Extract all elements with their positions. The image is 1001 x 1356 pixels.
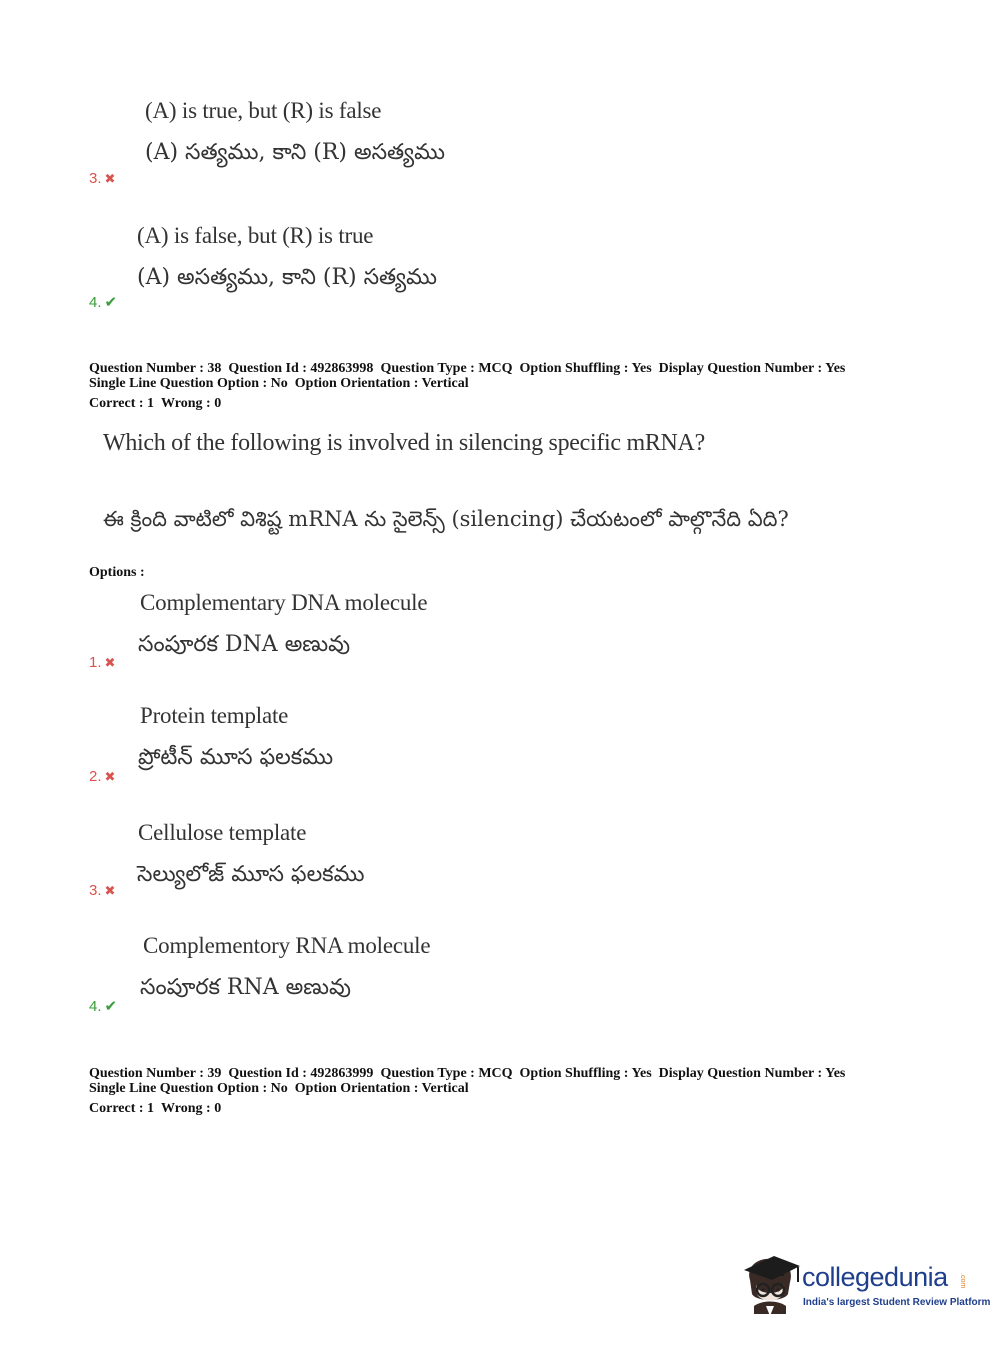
prev-option-4-marker xyxy=(89,293,117,311)
wrong-icon: ✖ xyxy=(104,655,116,670)
q38-option-1-marker xyxy=(89,654,115,671)
q38-option-2-marker xyxy=(89,768,115,785)
option-number: 4. xyxy=(89,998,102,1015)
q38-option-4-telugu: సంపూరక RNA అణువు xyxy=(140,975,351,1000)
wrong-icon: ✖ xyxy=(104,769,116,784)
q38-meta-line-2 xyxy=(89,376,476,391)
question-number: Question Number : 39 xyxy=(89,1066,222,1081)
single-line-option: Single Line Question Option : No xyxy=(89,1081,288,1096)
q38-option-1-telugu: సంపూరక DNA అణువు xyxy=(138,632,351,657)
q38-option-3-english: Cellulose template xyxy=(138,820,307,845)
collegedunia-mascot-icon xyxy=(740,1250,802,1316)
q38-option-2-telugu: ప్రోటీన్ మూస ఫలకము xyxy=(138,745,334,770)
q39-meta-line-1 xyxy=(89,1066,852,1081)
option-number: 3. xyxy=(89,170,102,187)
check-icon: ✔ xyxy=(104,294,118,311)
q38-option-1-english: Complementary DNA molecule xyxy=(140,590,428,615)
question-id: Question Id : 492863999 xyxy=(228,1066,374,1081)
display-question-number: Display Question Number : Yes xyxy=(658,361,846,376)
prev-option-4-telugu: (A) అసత్యము, కాని (R) సత్యము xyxy=(137,265,438,290)
prev-option-3-english: (A) is true, but (R) is false xyxy=(145,98,382,123)
single-line-option: Single Line Question Option : No xyxy=(89,376,288,391)
q38-option-2-english: Protein template xyxy=(140,703,289,728)
collegedunia-tagline: India's largest Student Review Platform xyxy=(803,1297,991,1308)
option-number: 1. xyxy=(89,654,102,671)
wrong-score: Wrong : 0 xyxy=(161,396,222,411)
option-shuffling: Option Shuffling : Yes xyxy=(519,1066,652,1081)
question-type: Question Type : MCQ xyxy=(380,361,513,376)
q38-option-4-english: Complementory RNA molecule xyxy=(143,933,431,958)
option-orientation: Option Orientation : Vertical xyxy=(294,1081,469,1096)
option-number: 4. xyxy=(89,294,102,311)
q38-option-3-marker xyxy=(89,882,115,899)
correct-score: Correct : 1 xyxy=(89,1101,155,1116)
options-label: Options : xyxy=(89,565,145,580)
wrong-icon: ✖ xyxy=(104,883,116,898)
q38-question-telugu: ఈ క్రింది వాటిలో విశిష్ట mRNA ను సైలెన్స్ (silencing) చేయటంలో పాల్గొనేది ఏది? xyxy=(103,507,789,531)
q38-option-3-telugu: సెల్యులోజ్ మూస ఫలకము xyxy=(137,862,365,887)
option-number: 2. xyxy=(89,768,102,785)
wrong-icon: ✖ xyxy=(104,171,116,186)
q38-option-4-marker xyxy=(89,997,117,1015)
option-shuffling: Option Shuffling : Yes xyxy=(519,361,652,376)
option-number: 3. xyxy=(89,882,102,899)
q38-meta-line-1 xyxy=(89,361,852,376)
q38-question-english: Which of the following is involved in silencing specific mRNA? xyxy=(103,430,705,456)
q38-meta-line-3 xyxy=(89,396,228,411)
q39-meta-line-3 xyxy=(89,1101,228,1116)
prev-option-3-marker xyxy=(89,170,115,187)
check-icon: ✔ xyxy=(104,998,118,1015)
correct-score: Correct : 1 xyxy=(89,396,155,411)
option-orientation: Option Orientation : Vertical xyxy=(294,376,469,391)
prev-option-4-english: (A) is false, but (R) is true xyxy=(137,223,374,248)
question-number: Question Number : 38 xyxy=(89,361,222,376)
question-type: Question Type : MCQ xyxy=(380,1066,513,1081)
collegedunia-logo-suffix: .com xyxy=(959,1273,966,1289)
collegedunia-logo-text: collegedunia xyxy=(802,1262,948,1292)
q39-meta-line-2 xyxy=(89,1081,476,1096)
question-id: Question Id : 492863998 xyxy=(228,361,374,376)
wrong-score: Wrong : 0 xyxy=(161,1101,222,1116)
display-question-number: Display Question Number : Yes xyxy=(658,1066,846,1081)
prev-option-3-telugu: (A) సత్యము, కాని (R) అసత్యము xyxy=(145,140,446,165)
